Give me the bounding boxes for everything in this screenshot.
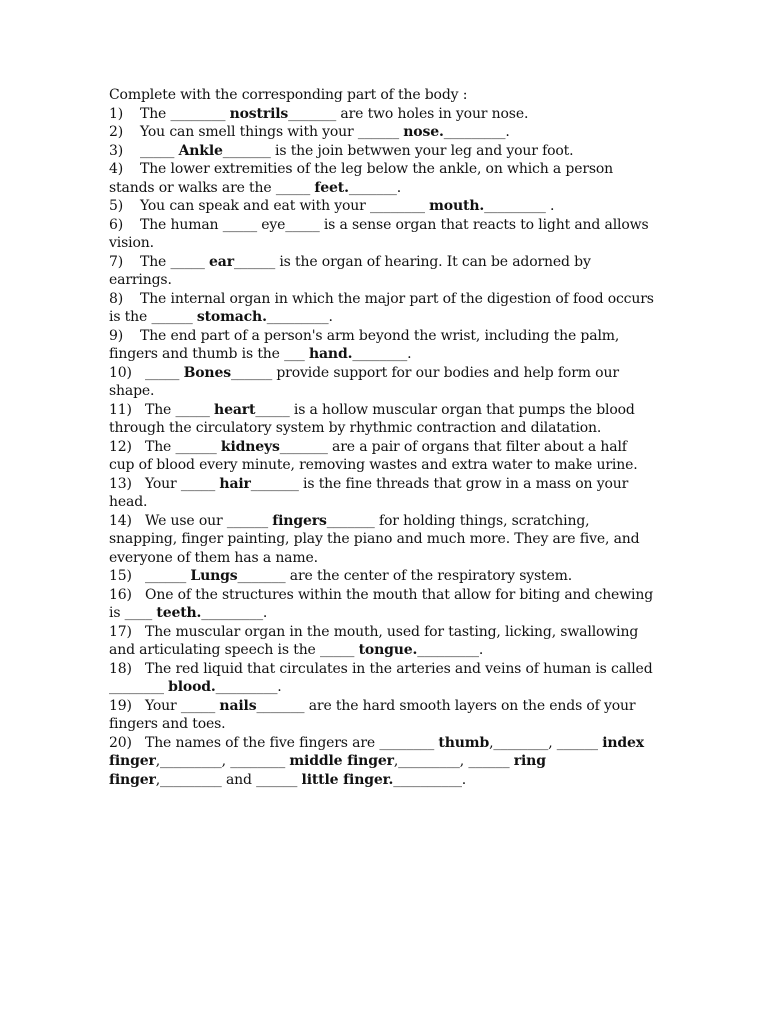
question-item [109, 290, 654, 327]
question-text: _______ is the fine threads that grow in a mass on your head. [109, 475, 629, 510]
question-number: 15) [109, 568, 132, 584]
question-text: You can smell things with your ______ [140, 124, 404, 140]
question-item [109, 105, 654, 124]
question-text: _______. [348, 179, 402, 196]
question-text: Your _____ [145, 475, 220, 492]
question-item [109, 734, 654, 790]
answer-text: hair [219, 475, 251, 492]
question-text: The human _____ eye_____ is a sense organ that reacts to light and allows vision. [109, 216, 649, 251]
question-text: ,_________, ______ [393, 753, 514, 769]
question-item [109, 401, 654, 438]
question-item [109, 142, 654, 161]
answer-text: feet. [314, 179, 349, 196]
question-text: The _____ [140, 253, 210, 270]
answer-text: hand. [308, 346, 353, 362]
answer-text: Lungs [190, 568, 238, 584]
question-text: The red liquid that circulates in the arteries and veins of human is called ________ [109, 660, 653, 695]
question-item [109, 567, 654, 586]
question-number: 16) [109, 586, 132, 603]
answer-text: little finger. [301, 771, 394, 788]
question-number: 13) [109, 475, 132, 492]
question-text: _________. [417, 642, 484, 658]
question-number: 19) [109, 697, 132, 714]
answer-text: ring finger [109, 753, 546, 788]
question-text: _____ is a hollow muscular organ that pumps the blood through the circulatory system by rhythmic contraction and dilatation. [109, 401, 635, 436]
question-number: 20) [109, 734, 132, 751]
question-number: 6) [109, 216, 124, 233]
question-text: Your _____ [145, 697, 220, 714]
answer-text: tongue. [358, 642, 418, 658]
question-text: _______ is the join betwwen your leg and your foot. [222, 142, 574, 159]
question-item [109, 586, 654, 623]
question-text: _______ are two holes in your nose. [288, 105, 529, 122]
worksheet [109, 86, 654, 789]
question-item [109, 216, 654, 253]
question-text: _______ are a pair of organs that filter about a half cup of blood every minute, removing wastes and extra water to make urine. [109, 438, 638, 473]
question-list [109, 105, 654, 790]
question-text: _________. [443, 124, 510, 140]
question-number: 17) [109, 623, 132, 640]
answer-text: nose. [403, 124, 444, 140]
question-number: 1) [109, 105, 124, 122]
question-text: We use our ______ [145, 512, 273, 529]
question-text: _________. [201, 605, 268, 621]
answer-text: Ankle [178, 142, 223, 159]
question-text: The _____ [145, 401, 215, 418]
question-text: ______ provide support for our bodies and help form our shape. [109, 364, 619, 399]
question-number: 12) [109, 438, 132, 455]
question-text: One of the structures within the mouth that allow for biting and chewing is ____ [109, 586, 654, 621]
question-text: _____ [140, 142, 179, 159]
answer-text: mouth. [429, 198, 485, 214]
answer-text: middle finger [289, 753, 394, 769]
answer-text: thumb [438, 734, 490, 751]
answer-text: teeth. [156, 605, 202, 621]
question-text: The muscular organ in the mouth, used for tasting, licking, swallowing and articulating speech is the _____ [109, 623, 639, 658]
answer-text: ear [209, 253, 234, 270]
question-text: _____ [145, 364, 184, 381]
question-text: _______ are the center of the respiratory system. [237, 568, 573, 584]
question-number: 5) [109, 198, 124, 214]
question-number: 14) [109, 512, 132, 529]
question-text: You can speak and eat with your ________ [140, 198, 430, 214]
question-text: The end part of a person's arm beyond the wrist, including the palm, fingers and thumb is the ___ [109, 327, 620, 362]
question-item [109, 475, 654, 512]
answer-text: fingers [272, 512, 327, 529]
question-text: ______ is the organ of hearing. It can be adorned by earrings. [109, 253, 591, 288]
question-text: The ________ [140, 105, 230, 122]
answer-text: Bones [183, 364, 231, 381]
instruction-text: Complete with the corresponding part of the body : [109, 87, 468, 103]
question-text: The ______ [145, 438, 221, 455]
answer-text: kidneys [220, 438, 280, 455]
question-item [109, 438, 654, 475]
question-text: ______ [145, 568, 191, 584]
question-text: _______ are the hard smooth layers on the ends of your fingers and toes. [109, 697, 636, 732]
question-item [109, 327, 654, 364]
question-number: 10) [109, 364, 132, 381]
question-text: _________ . [484, 198, 555, 214]
answer-text: nostrils [229, 105, 289, 122]
question-item [109, 623, 654, 660]
question-item [109, 697, 654, 734]
answer-text: nails [219, 697, 257, 714]
question-text: ________. [352, 346, 412, 362]
question-item [109, 123, 654, 142]
question-number: 11) [109, 401, 132, 418]
question-text: The names of the five fingers are ________ [145, 734, 439, 751]
question-text: The internal organ in which the major part of the digestion of food occurs is the ______ [109, 290, 654, 325]
question-text: __________. [393, 771, 467, 788]
question-text: _______ for holding things, scratching, snapping, finger painting, play the piano and much more. They are five, and everyone of them has a name. [109, 512, 640, 566]
question-text: ,_________ and ______ [155, 771, 302, 788]
question-number: 9) [109, 327, 124, 344]
question-number: 7) [109, 253, 124, 270]
question-item [109, 364, 654, 401]
question-item [109, 512, 654, 568]
question-item [109, 660, 654, 697]
question-text: _________. [215, 679, 282, 695]
question-number: 18) [109, 660, 132, 677]
answer-text: index finger [109, 734, 645, 769]
question-number: 2) [109, 124, 124, 140]
question-item [109, 160, 654, 197]
question-number: 8) [109, 290, 124, 307]
question-item [109, 197, 654, 216]
question-text: _________. [266, 309, 333, 325]
question-text: The lower extremities of the leg below the ankle, on which a person stands or walks are the _____ [109, 161, 614, 196]
answer-text: stomach. [196, 309, 267, 325]
question-number: 4) [109, 161, 124, 177]
question-text: ,_________, ________ [155, 753, 290, 769]
question-number: 3) [109, 142, 124, 159]
question-text: ,________, ______ [489, 734, 603, 751]
answer-text: heart [214, 401, 256, 418]
answer-text: blood. [168, 679, 216, 695]
question-item [109, 253, 654, 290]
